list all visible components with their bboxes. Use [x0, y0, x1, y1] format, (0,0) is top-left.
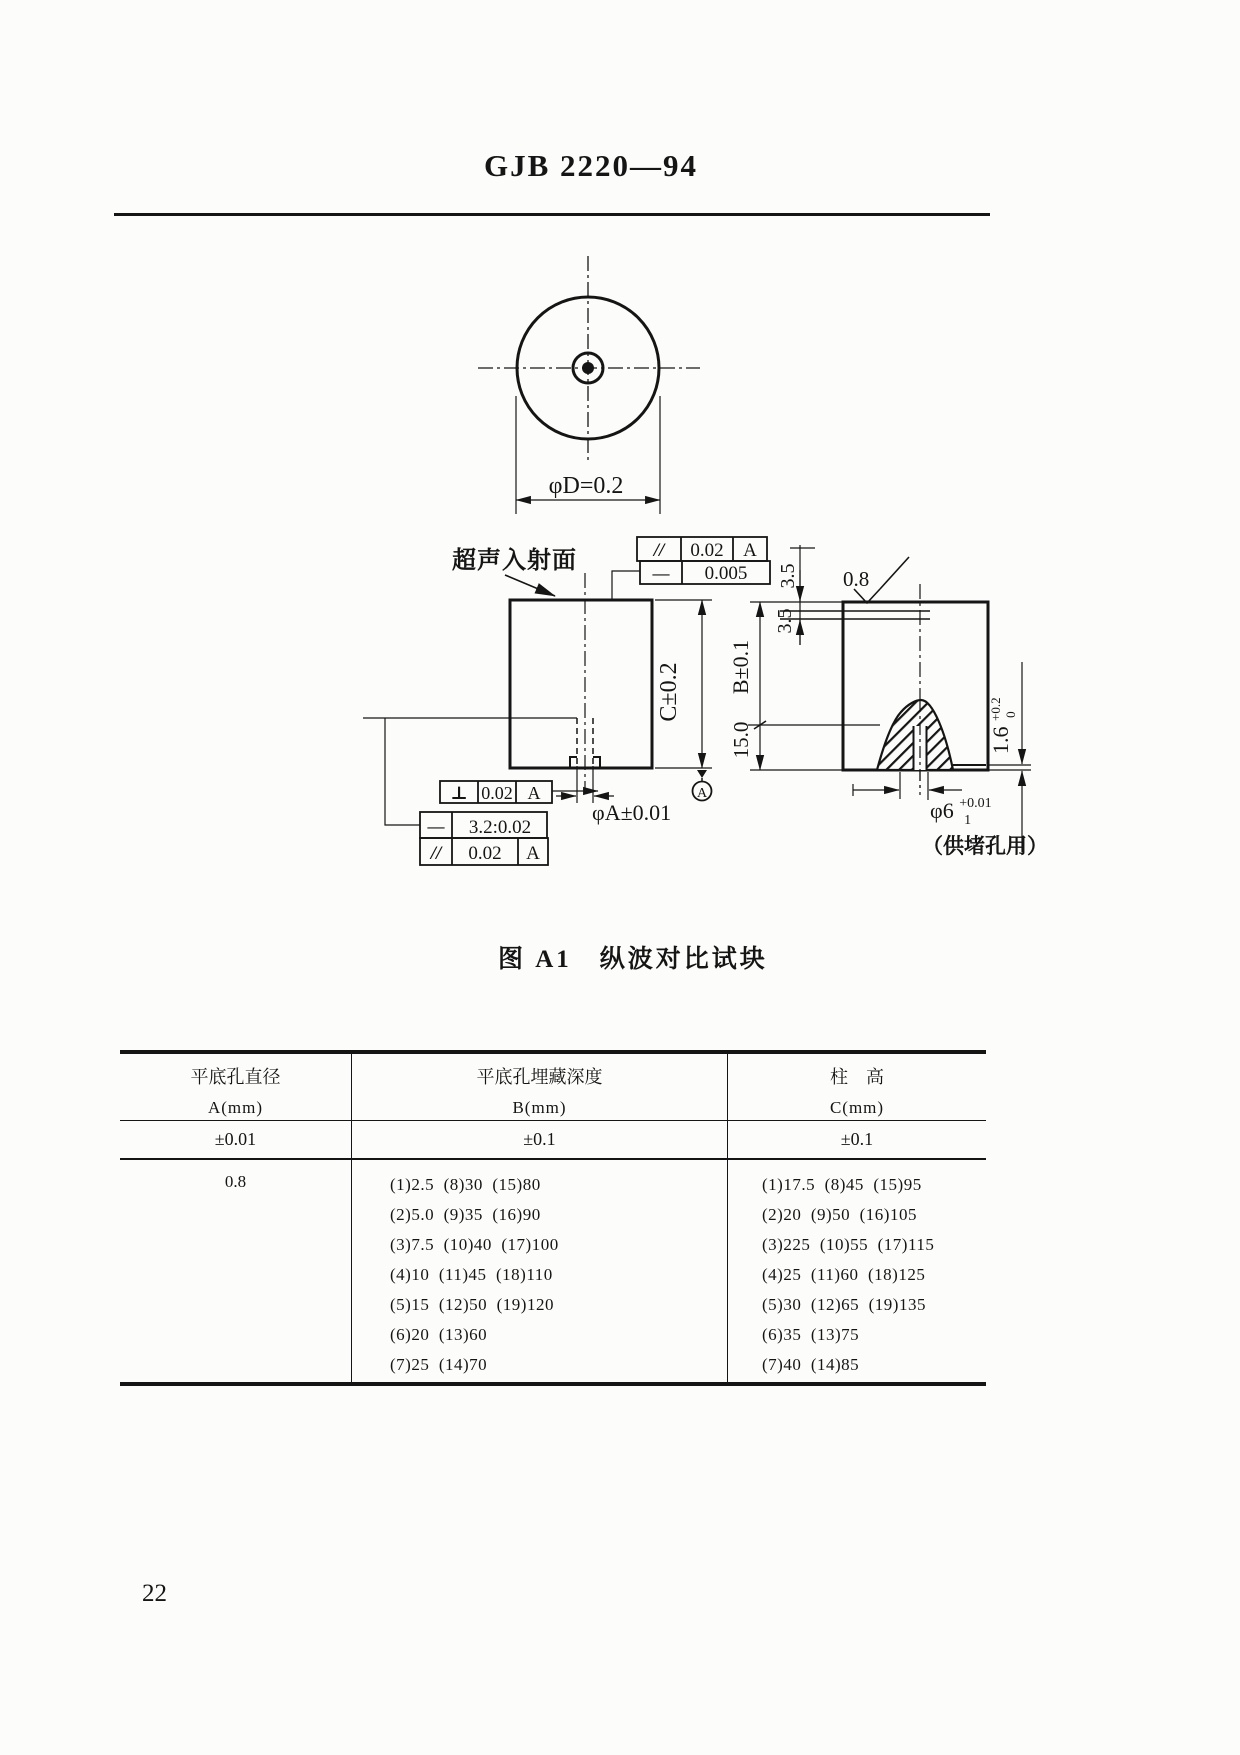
header-hole-diameter	[120, 1054, 352, 1120]
tolerance-a: ±0.01	[120, 1121, 352, 1158]
burial-depth-values	[352, 1160, 728, 1382]
figure-a1-drawing	[300, 230, 1060, 910]
depth-line: (5)15 (12)50 (19)120	[390, 1295, 554, 1314]
hole-bottom-mark-right	[593, 757, 600, 768]
dim-35-lower-label: 3.5	[774, 608, 796, 634]
datum-a-letter: A	[696, 786, 708, 801]
phi6-sup: +0.01	[959, 796, 992, 811]
step-sup: +0.2	[988, 697, 1003, 721]
frame-perpendicularity-value: 0.02	[481, 783, 513, 803]
header-unit: B(mm)	[512, 1098, 567, 1117]
step-sub: 0	[1003, 711, 1018, 718]
height-line: (5)30 (12)65 (19)135	[762, 1295, 926, 1314]
column-height-values	[728, 1160, 986, 1382]
frame-parallel-top-symbol: //	[653, 540, 665, 561]
header-unit: C(mm)	[829, 1098, 885, 1117]
table-header-row	[120, 1054, 986, 1121]
header-rule	[114, 213, 990, 216]
hole-diameter-value: 0.8	[120, 1160, 352, 1382]
roughness-value-label: 0.8	[843, 567, 870, 591]
dim-D-label: φD=0.2	[548, 473, 624, 499]
dim-step-label	[980, 692, 1018, 754]
frame-flatness-top-symbol: —	[652, 564, 670, 583]
frame-stem	[612, 571, 640, 599]
figure-caption: 图 A1 纵波对比试块	[498, 946, 768, 973]
height-line: (3)225 (10)55 (17)115	[762, 1235, 935, 1254]
depth-line: (6)20 (13)60	[390, 1325, 488, 1344]
incidence-leader	[505, 575, 555, 596]
header-title: 柱 高	[830, 1067, 884, 1087]
frame-perpendicularity-symbol: ⊥	[450, 783, 468, 803]
depth-line: (2)5.0 (9)35 (16)90	[390, 1205, 541, 1224]
height-line: (4)25 (11)60 (18)125	[762, 1265, 926, 1284]
frame-parallel-bottom-symbol: //	[430, 843, 442, 864]
tolerance-c: ±0.1	[840, 1129, 874, 1149]
frame-parallel-bottom-datum: A	[526, 843, 540, 864]
table-a1	[120, 1050, 986, 1386]
table-data-row	[120, 1160, 986, 1382]
header-title: 平底孔埋藏深度	[476, 1067, 603, 1087]
frame-flatness-mid-value: 3.2:0.02	[468, 817, 532, 838]
frame-flatness-top-value: 0.005	[704, 563, 748, 584]
incidence-surface-label: 超声入射面	[452, 548, 577, 574]
leader-to-frames	[385, 718, 420, 825]
depth-line: (1)2.5 (8)30 (15)80	[390, 1175, 541, 1194]
page-number: 22	[142, 1580, 167, 1607]
header-column-height	[728, 1054, 986, 1120]
depth-line: (7)25 (14)70	[390, 1355, 488, 1374]
height-line: (2)20 (9)50 (16)105	[762, 1205, 917, 1224]
dim-phi6-label	[930, 787, 997, 828]
dim-35-upper-label: 3.5	[777, 563, 799, 589]
frame-parallel-top-datum: A	[743, 540, 757, 561]
frame-parallel-bottom-value: 0.02	[468, 843, 502, 864]
header-title: 平底孔直径	[190, 1067, 281, 1087]
frame-parallel-top-value: 0.02	[690, 540, 724, 561]
phi6-sub: 1	[964, 813, 972, 828]
depth-line: (4)10 (11)45 (18)110	[390, 1265, 553, 1284]
dim-C-label: C±0.2	[656, 662, 682, 722]
dim-15-label: 15.0	[729, 721, 753, 759]
dim-phiA-label: φA±0.01	[592, 800, 672, 825]
header-burial-depth	[352, 1054, 728, 1120]
block-outline	[510, 600, 652, 768]
plug-note-label: （供堵孔用）	[922, 834, 1048, 858]
header-unit: A(mm)	[207, 1098, 264, 1117]
step-base: 1.6	[988, 726, 1013, 754]
table-tolerance-row	[120, 1121, 986, 1160]
dim-B-label: B±0.1	[728, 639, 753, 695]
height-line: (1)17.5 (8)45 (15)95	[762, 1175, 922, 1194]
height-line: (7)40 (14)85	[762, 1355, 860, 1374]
standard-number-heading: GJB 2220—94	[484, 148, 699, 183]
tolerance-b: ±0.1	[352, 1121, 728, 1158]
dim-phi6-lines	[853, 772, 962, 800]
hole-bottom-mark-left	[570, 757, 577, 768]
frame-perpendicularity-datum: A	[527, 783, 541, 803]
phi6-base: φ6	[930, 798, 954, 823]
depth-line: (3)7.5 (10)40 (17)100	[390, 1235, 559, 1254]
height-line: (6)35 (13)75	[762, 1325, 860, 1344]
frame-flatness-mid-symbol: —	[427, 817, 445, 836]
